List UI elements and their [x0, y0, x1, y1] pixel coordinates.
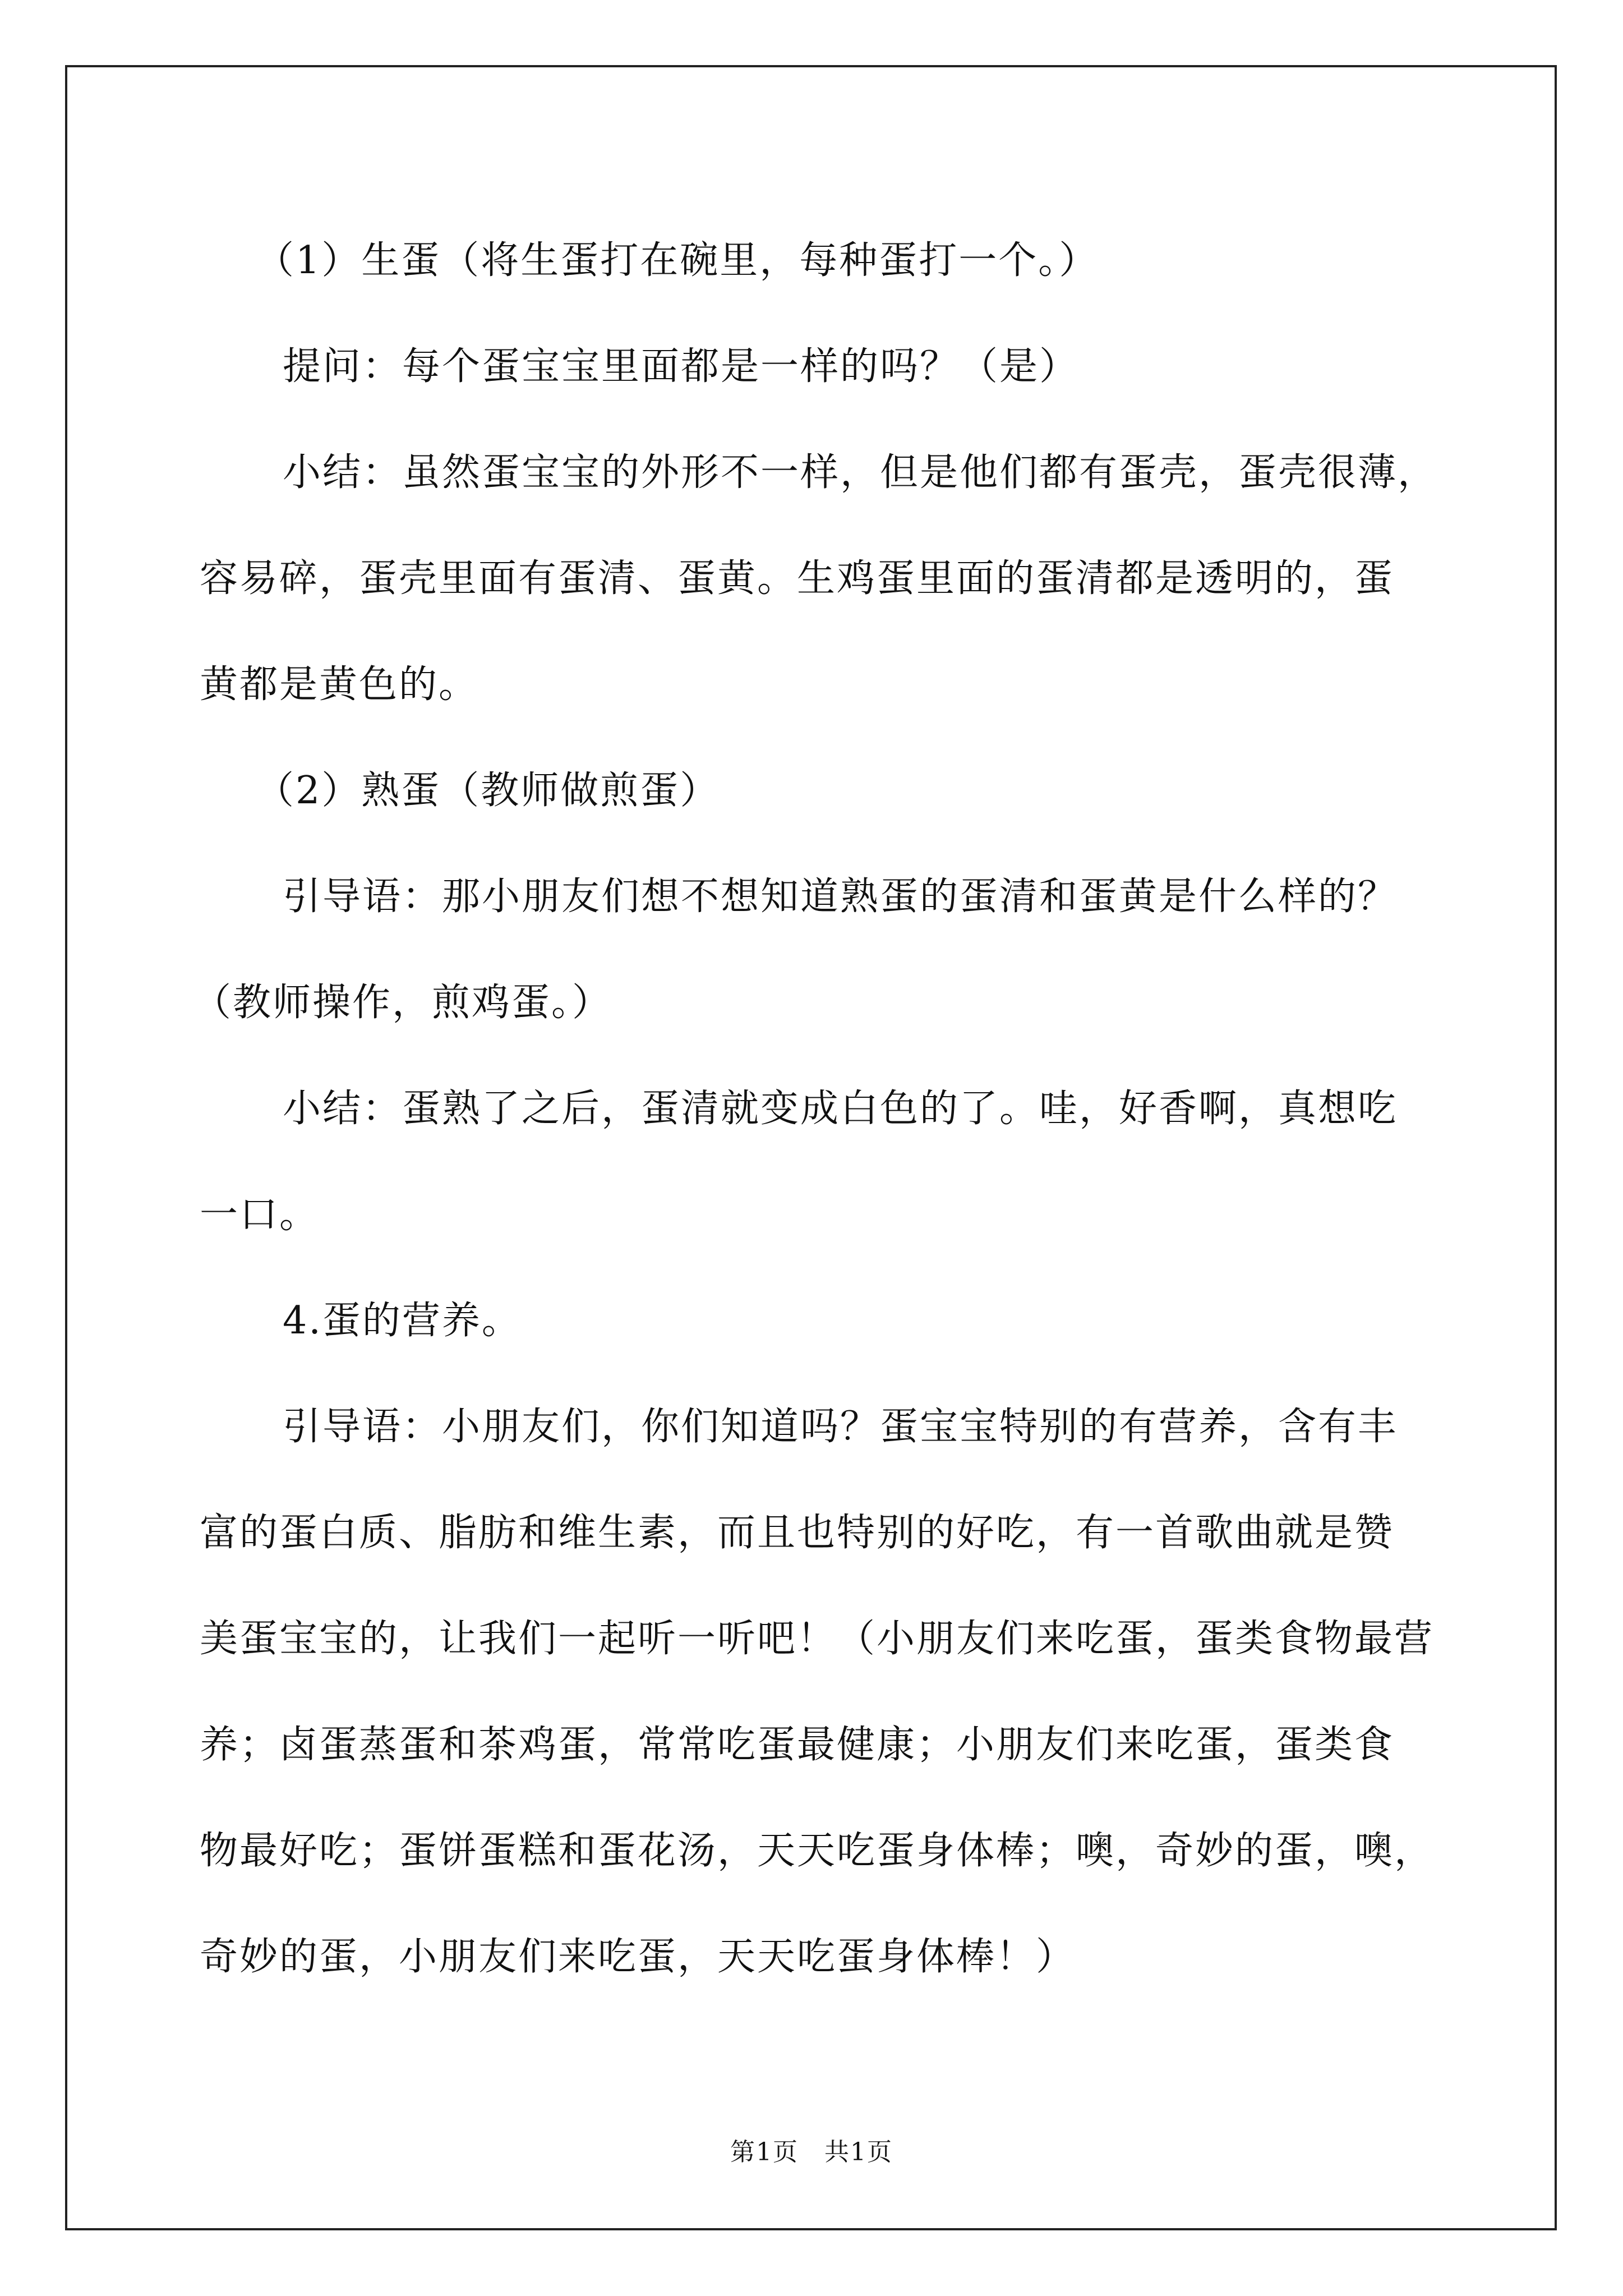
page-footer: 第1页 共1页: [730, 2138, 893, 2166]
text-line: 奇妙的蛋，小朋友们来吃蛋，天天吃蛋身体棒！）: [200, 1935, 1076, 1979]
text-line: 物最好吃；蛋饼蛋糕和蛋花汤，天天吃蛋身体棒；噢，奇妙的蛋，噢，: [200, 1829, 1435, 1873]
text-line: （2）熟蛋（教师做煎蛋）: [256, 769, 720, 813]
text-line: 容易碎，蛋壳里面有蛋清、蛋黄。生鸡蛋里面的蛋清都是透明的，蛋: [200, 556, 1395, 601]
document-body: [193, 208, 1438, 2010]
text-line: （1）生蛋（将生蛋打在碗里，每种蛋打一个。）: [256, 238, 1099, 283]
text-line: 富的蛋白质、脂肪和维生素，而且也特别的好吃，有一首歌曲就是赞: [200, 1511, 1395, 1555]
text-line: 黄都是黄色的。: [200, 662, 479, 707]
text-line: 引导语：小朋友们，你们知道吗？蛋宝宝特别的有营养，含有丰: [283, 1405, 1398, 1449]
text-line: 提问：每个蛋宝宝里面都是一样的吗？（是）: [283, 344, 1080, 389]
text-line: 美蛋宝宝的，让我们一起听一听吧！（小朋友们来吃蛋，蛋类食物最营: [200, 1617, 1435, 1661]
text-line: 一口。: [200, 1193, 320, 1237]
text-line: 小结：蛋熟了之后，蛋清就变成白色的了。哇，好香啊，真想吃: [283, 1087, 1398, 1131]
text-line: 养；卤蛋蒸蛋和茶鸡蛋，常常吃蛋最健康；小朋友们来吃蛋，蛋类食: [200, 1723, 1395, 1767]
text-line: （教师操作，煎鸡蛋。）: [193, 981, 612, 1025]
text-line: 引导语：那小朋友们想不想知道熟蛋的蛋清和蛋黄是什么样的？: [283, 875, 1398, 919]
text-line: 小结：虽然蛋宝宝的外形不一样，但是他们都有蛋壳，蛋壳很薄，: [283, 450, 1438, 495]
section-heading: 4.蛋的营养。: [283, 1299, 522, 1343]
